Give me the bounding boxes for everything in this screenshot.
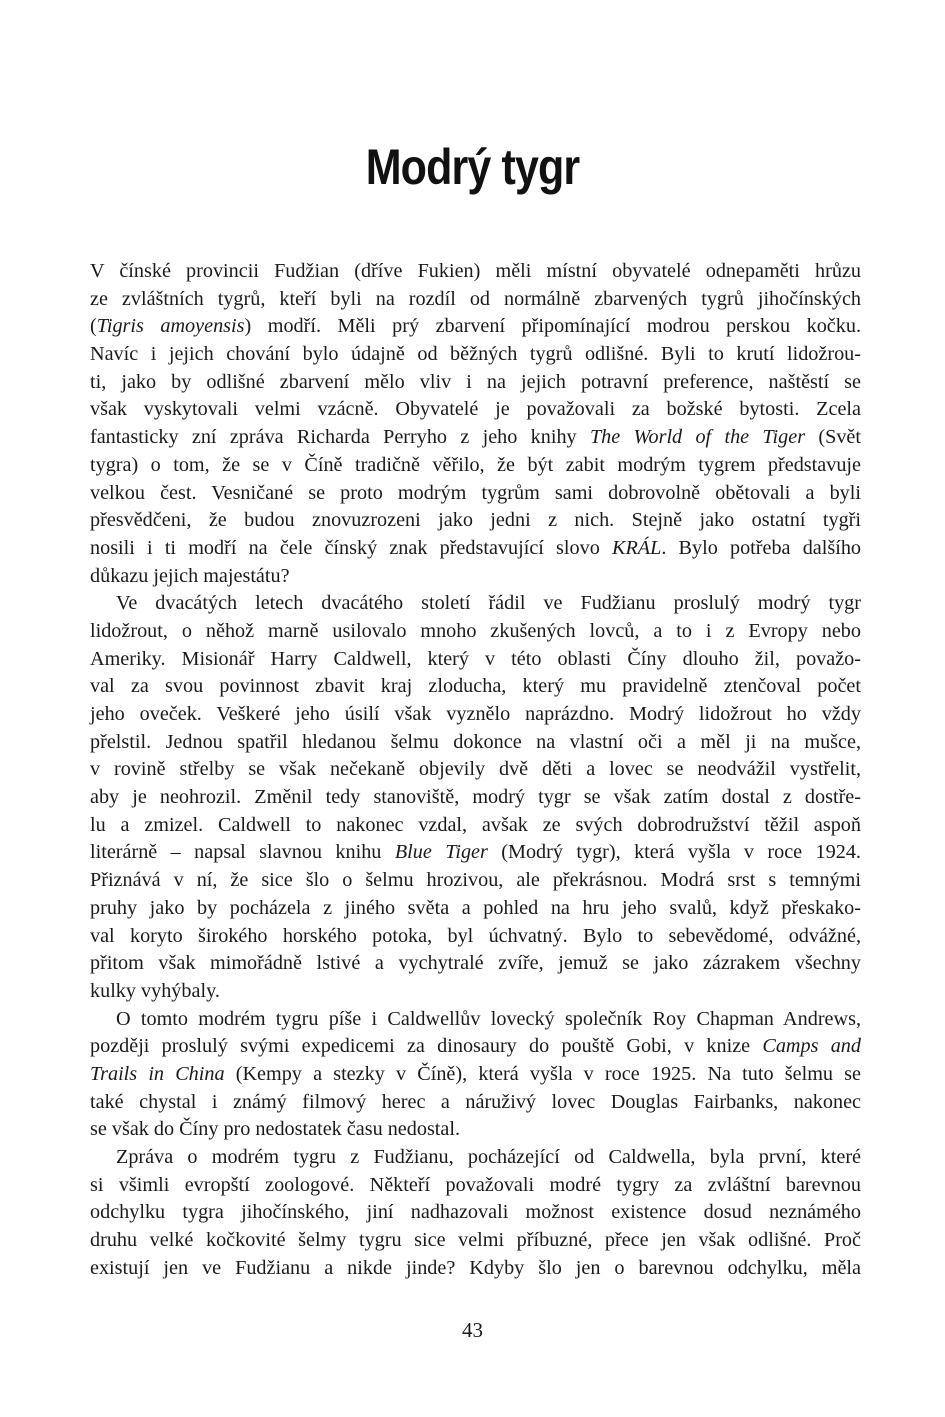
text-line xyxy=(90,1089,861,1117)
text-segment: lu a zmizel. Caldwell to nakonec vzdal, avšak ze svých dobrodružství těžil aspoň xyxy=(90,813,861,836)
text-segment: později proslulý svými expedicemi za dinosaury do pouště Gobi, v knize xyxy=(90,1035,763,1058)
text-line xyxy=(90,590,861,618)
text-segment: ti, jako by odlišné zbarvení mělo vliv i na jejich potravní preference, naštěstí se xyxy=(90,370,861,393)
text-line xyxy=(90,563,861,591)
text-line xyxy=(90,1199,861,1227)
text-line xyxy=(90,1227,861,1255)
text-line xyxy=(90,646,861,674)
text-line xyxy=(90,1006,861,1034)
text-segment: . Bylo potřeba dalšího xyxy=(661,536,862,559)
text-line xyxy=(90,618,861,646)
text-segment: jeho oveček. Veškeré jeho úsilí však vyznělo naprázdno. Modrý lidožrout ho vždy xyxy=(90,703,861,725)
paragraph xyxy=(90,1006,861,1144)
text-segment: v rovině střelby se však nečekaně objevily dvě děti a lovec se neodvážil vystřelit, xyxy=(90,758,861,781)
paragraph xyxy=(90,258,861,590)
text-segment: však vyskytovali velmi vzácně. Obyvatelé je považovali za božské bytosti. Zcela xyxy=(90,398,861,421)
text-segment: Navíc i jejich chování bylo údajně od běžných tygrů odlišné. Byli to krutí lidožrou- xyxy=(90,343,861,366)
text-segment: Ameriky. Misionář Harry Caldwell, který v této oblasti Číny dlouho žil, považo- xyxy=(90,647,861,670)
text-line xyxy=(90,396,861,424)
italic-text: Blue Tiger xyxy=(394,841,488,864)
text-line xyxy=(90,452,861,480)
text-segment: (Svět xyxy=(805,426,861,449)
text-segment: lidožrout, o něhož marně usilovalo mnoho zkušených lovců, a to i z Evropy nebo xyxy=(90,619,861,642)
text-segment: Ve dvacátých letech dvacátého století řádil ve Fudžianu proslulý modrý tygr xyxy=(116,592,861,615)
text-line xyxy=(90,812,861,840)
text-line xyxy=(90,923,861,951)
text-line xyxy=(90,535,861,563)
text-segment: existují jen ve Fudžianu a nikde jinde? Kdyby šlo jen o barevnou odchylku, měla xyxy=(90,1256,861,1279)
text-segment: literárně – napsal slavnou knihu xyxy=(90,841,395,864)
text-segment: také chystal i známý filmový herec a náruživý lovec Douglas Fairbanks, nakonec xyxy=(90,1090,861,1113)
text-line xyxy=(90,1033,861,1061)
text-line xyxy=(90,1116,861,1144)
text-segment: velkou čest. Vesničané se proto modrým tygrům sami dobrovolně obětovali a byli xyxy=(90,481,861,504)
text-segment: Zpráva o modrém tygru z Fudžianu, pocházející od Caldwella, byla první, které xyxy=(116,1146,861,1168)
text-segment: val za svou povinnost zbavit kraj zloducha, který mu pravidelně ztenčoval počet xyxy=(90,675,861,698)
text-segment: důkazu jejich majestátu? xyxy=(90,564,290,587)
text-segment: přesvědčeni, že budou znovuzrozeni jako jedni z nich. Stejně jako ostatní tygři xyxy=(90,509,861,532)
page-number: 43 xyxy=(462,1318,483,1342)
text-line xyxy=(90,424,861,452)
text-line xyxy=(90,313,861,341)
text-segment: přitom však mimořádně lstivé a vychytralé zvíře, jemuž se jako zázrakem všechny xyxy=(90,952,861,975)
text-line xyxy=(90,729,861,757)
text-line xyxy=(90,369,861,397)
text-segment: kulky vyhýbaly. xyxy=(90,979,220,1002)
text-line xyxy=(90,1255,861,1283)
text-segment: Přiznává v ní, že sice šlo o šelmu hrozivou, ale překrásnou. Modrá srst s temnými xyxy=(90,869,861,892)
text-line xyxy=(90,784,861,812)
text-segment: odchylku tygra jihočínského, jiní nadhazovali možnost existence dosud neznámého xyxy=(90,1201,861,1224)
text-line xyxy=(90,507,861,535)
italic-text: Tigris amoyensis xyxy=(96,315,245,338)
text-line xyxy=(90,673,861,701)
italic-text: Camps and xyxy=(762,1035,861,1058)
text-segment: nosili i ti modří na čele čínský znak představující slovo xyxy=(90,536,612,559)
text-segment: aby je neohrozil. Změnil tedy stanoviště, modrý tygr se však zatím dostal z dostře- xyxy=(90,786,861,809)
text-line xyxy=(90,258,861,286)
text-line xyxy=(90,341,861,369)
body-text xyxy=(90,258,861,1282)
text-line xyxy=(90,701,861,729)
text-line xyxy=(90,480,861,508)
text-segment: si všimli evropští zoologové. Někteří považovali modré tygry za zvláštní barevnou xyxy=(90,1173,861,1196)
text-segment: tygra) o tom, že se v Číně tradičně věřilo, že být zabit modrým tygrem představuje xyxy=(90,453,861,476)
text-line xyxy=(90,978,861,1006)
text-segment: přelstil. Jednou spatřil hledanou šelmu dokonce na vlastní oči a měl ji na mušce, xyxy=(90,730,861,753)
text-segment: val koryto širokého horského potoka, byl úchvatný. Bylo to sebevědomé, odvážné, xyxy=(90,924,861,947)
text-segment: fantasticky zní zpráva Richarda Perryho z jeho knihy xyxy=(90,426,590,449)
text-segment: V čínské provincii Fudžian (dříve Fukien) měli místní obyvatelé odnepaměti hrůzu xyxy=(90,260,861,282)
text-segment: ( xyxy=(90,315,97,338)
text-segment: se však do Číny pro nedostatek času nedostal. xyxy=(90,1118,461,1141)
text-line xyxy=(90,1061,861,1089)
text-segment: (Modrý tygr), která vyšla v roce 1924. xyxy=(487,841,861,864)
italic-text: The World of the Tiger xyxy=(589,426,806,449)
text-line xyxy=(90,756,861,784)
text-line xyxy=(90,839,861,867)
text-segment: pruhy jako by pocházela z jiného světa a pohled na hru jeho svalů, když přeskako- xyxy=(90,896,861,919)
paragraph xyxy=(90,590,861,1005)
text-line xyxy=(90,895,861,923)
chapter-title: Modrý tygr xyxy=(365,139,580,195)
italic-text: Trails in China xyxy=(90,1062,225,1085)
text-segment: druhu velké kočkovité šelmy tygru sice velmi příbuzné, přece jen však odlišné. Proč xyxy=(90,1229,861,1252)
italic-text: KRÁL xyxy=(611,536,662,559)
text-line xyxy=(90,1172,861,1200)
text-line xyxy=(90,950,861,978)
text-segment: ze zvláštních tygrů, kteří byli na rozdíl od normálně zbarvených tygrů jihočínských xyxy=(90,287,861,310)
text-segment: (Kempy a stezky v Číně), která vyšla v roce 1925. Na tuto šelmu se xyxy=(224,1062,861,1085)
paragraph xyxy=(90,1144,861,1282)
text-segment: O tomto modrém tygru píše i Caldwellův lovecký společník Roy Chapman Andrews, xyxy=(116,1007,861,1030)
text-line xyxy=(90,1144,861,1172)
text-line xyxy=(90,867,861,895)
text-segment: ) modří. Měli prý zbarvení připomínající modrou perskou kočku. xyxy=(244,315,861,338)
text-line xyxy=(90,286,861,314)
